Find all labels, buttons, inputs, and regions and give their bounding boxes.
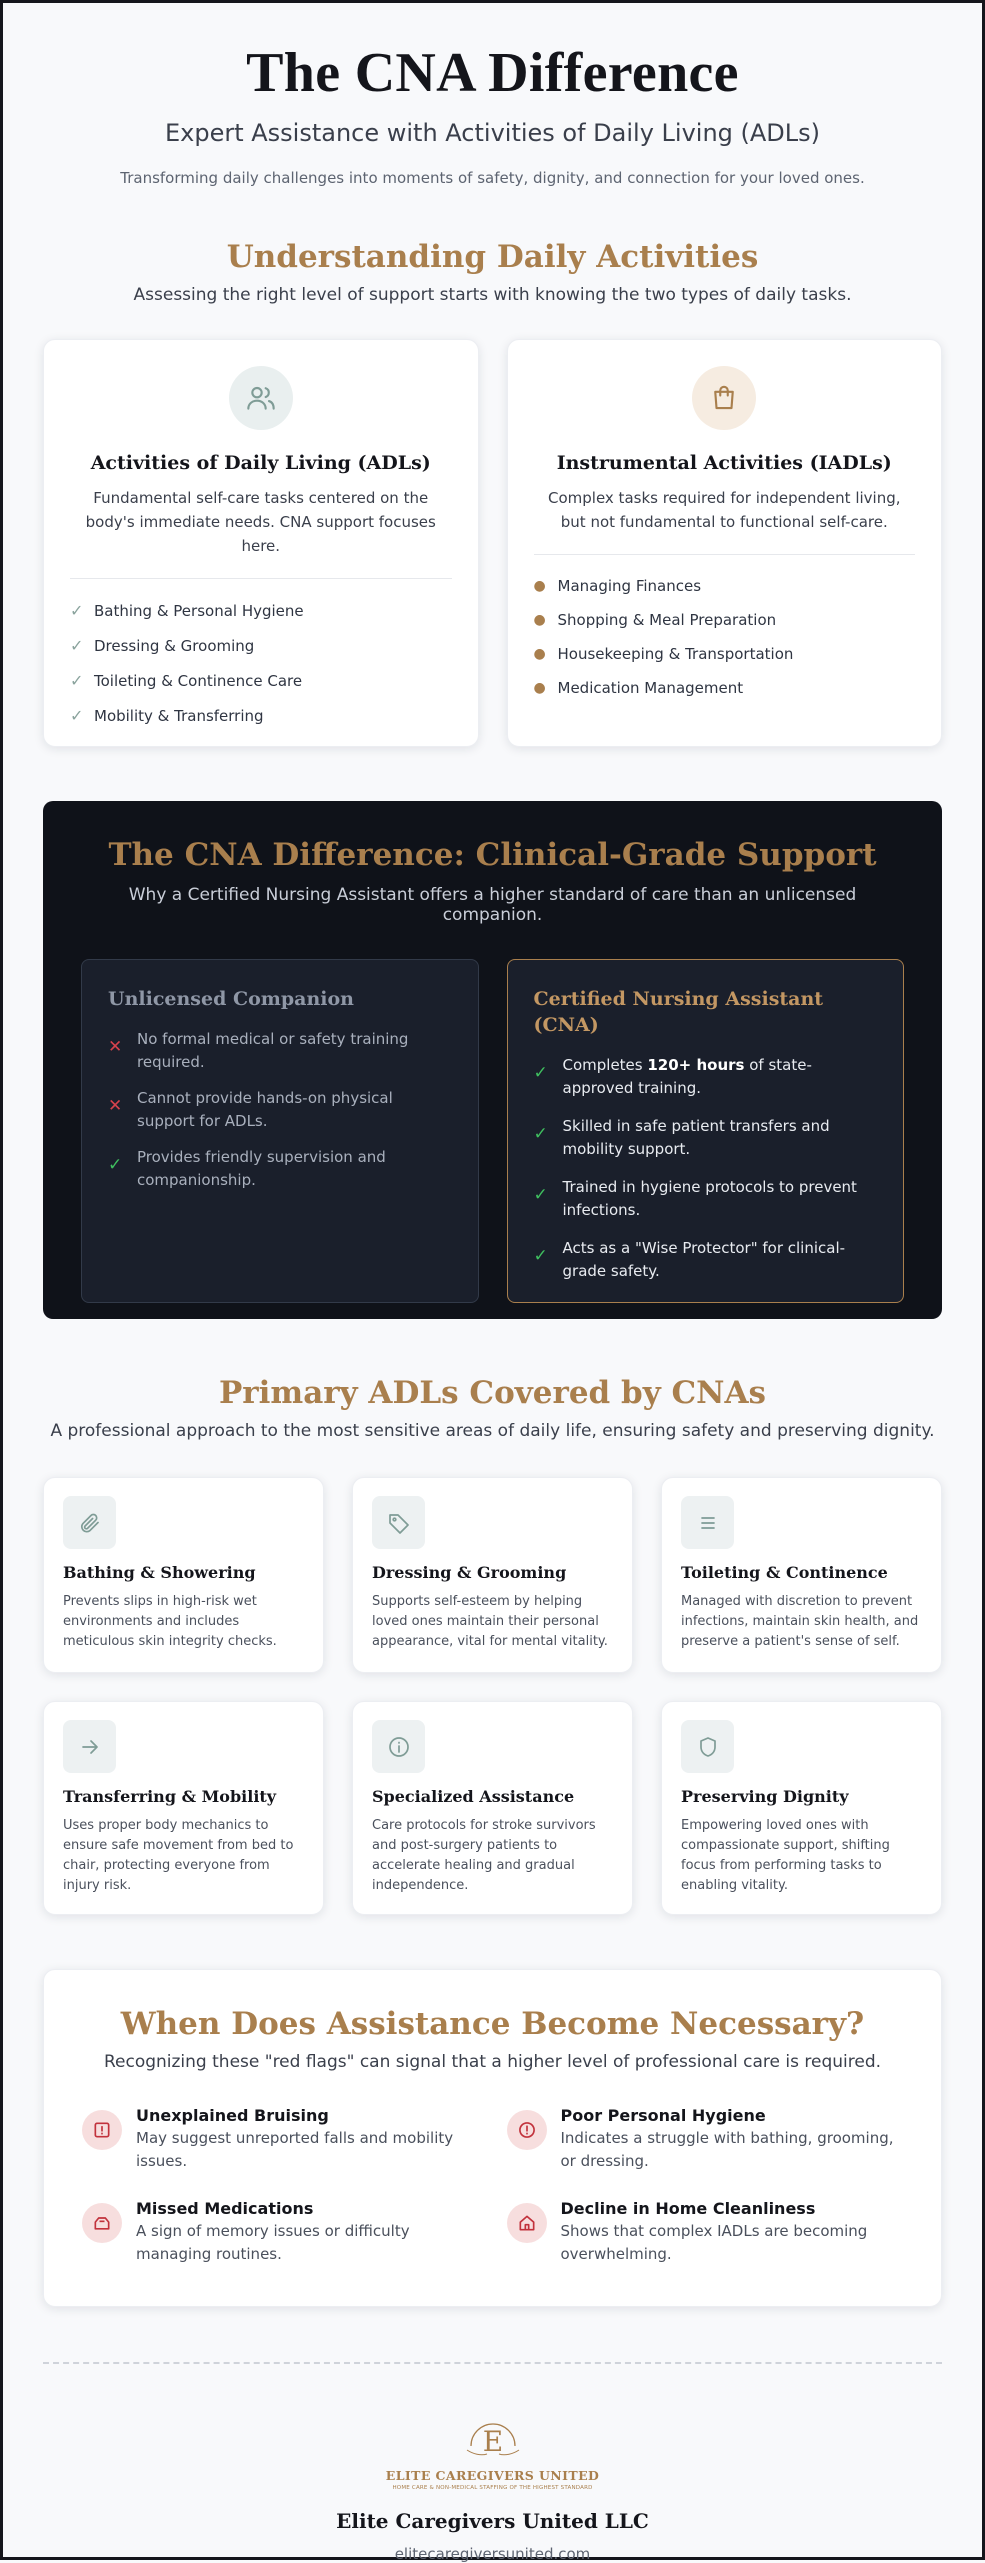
understanding-title: Understanding Daily Activities <box>226 239 759 275</box>
check-icon: ✓ <box>533 1063 548 1083</box>
svg-text:E: E <box>482 2425 503 2458</box>
check-icon: ✓ <box>108 1155 123 1175</box>
feature-card-dressing <box>352 1477 633 1673</box>
menu-lines-icon <box>681 1496 734 1549</box>
arrow-right-icon <box>63 1720 116 1773</box>
list-item: ✓ Completes 120+ hours of state-approved training. <box>534 1054 878 1100</box>
flags-title: When Does Assistance Become Necessary? <box>120 2006 865 2042</box>
primary-title: Primary ADLs Covered by CNAs <box>218 1375 767 1411</box>
difference-subtitle: Why a Certified Nursing Assistant offers a higher standard of care than an unlicensed companion. <box>128 885 857 925</box>
x-icon: ✕ <box>108 1096 123 1116</box>
cna-box <box>507 959 905 1303</box>
iadl-description: Complex tasks required for independent living, but not fundamental to functional self-care. <box>548 489 901 531</box>
companion-title: Unlicensed Companion <box>108 988 354 1010</box>
logo-tagline: HOME CARE & NON-MEDICAL STAFFING OF THE HIGHEST STANDARD <box>392 2485 593 2491</box>
feature-card-specialized <box>352 1701 633 1915</box>
company-logo <box>43 2406 942 2491</box>
cna-title: Certified Nursing Assistant (CNA) <box>533 988 824 1036</box>
feature-text: Managed with discretion to prevent infections, maintain skin health, and preserve a patient's sense of self. <box>681 1594 919 1649</box>
cna-list <box>534 1054 878 1283</box>
understanding-subtitle: Assessing the right level of support starts with knowing the two types of daily tasks. <box>133 285 852 305</box>
feature-card-bathing <box>43 1477 324 1673</box>
list-item: ✓ Provides friendly supervision and companionship. <box>108 1146 452 1192</box>
page-tagline: Transforming daily challenges into moments of safety, dignity, and connection for your loved ones. <box>120 169 865 187</box>
list-item: ✓ Mobility & Transferring <box>70 706 264 725</box>
list-item: ✓ Toileting & Continence Care <box>70 671 303 690</box>
primary-subtitle: A professional approach to the most sensitive areas of daily life, ensuring safety and preserving dignity. <box>50 1421 935 1441</box>
pill-box-icon <box>82 2203 122 2243</box>
list-item: ✓ Trained in hygiene protocols to prevent infections. <box>534 1176 878 1222</box>
alert-circle-icon <box>507 2110 547 2150</box>
iadl-list <box>534 569 916 705</box>
check-icon: ✓ <box>533 1124 548 1144</box>
feature-title: Toileting & Continence <box>681 1563 888 1582</box>
feature-card-toileting <box>661 1477 942 1673</box>
adl-card <box>43 339 479 747</box>
check-icon: ✓ <box>70 706 84 725</box>
iadl-card <box>507 339 943 747</box>
feature-text: Care protocols for stroke survivors and post-surgery patients to accelerate healing and gradual independence. <box>372 1818 596 1893</box>
list-item: ✕ No formal medical or safety training required. <box>108 1028 452 1074</box>
website-link[interactable]: elitecaregiversunited.com <box>394 2545 591 2563</box>
red-flags-section <box>43 1969 942 2307</box>
list-item: ✓ Skilled in safe patient transfers and mobility support. <box>534 1115 878 1161</box>
page-subtitle: Expert Assistance with Activities of Daily Living (ADLs) <box>164 119 821 147</box>
check-icon: ✓ <box>70 636 84 655</box>
company-name: Elite Caregivers United LLC <box>336 2509 649 2533</box>
list-item: ● Housekeeping & Transportation <box>533 645 794 663</box>
footer <box>43 2362 942 2563</box>
list-item: ● Managing Finances <box>533 577 702 595</box>
flag-item: Poor Personal Hygiene Indicates a struggle with bathing, grooming, or dressing. <box>507 2106 904 2173</box>
feature-card-dignity <box>661 1701 942 1915</box>
list-item: ● Shopping & Meal Preparation <box>533 611 777 629</box>
feature-title: Bathing & Showering <box>63 1563 256 1582</box>
bullet-icon: ● <box>533 646 546 662</box>
hero <box>3 3 982 187</box>
users-icon <box>229 366 293 430</box>
paperclip-icon <box>63 1496 116 1549</box>
adl-list <box>70 593 452 733</box>
feature-text: Prevents slips in high-risk wet environments and includes meticulous skin integrity checks. <box>63 1594 277 1649</box>
list-item: ✓ Acts as a "Wise Protector" for clinical-grade safety. <box>534 1237 878 1283</box>
bullet-icon: ● <box>533 612 546 628</box>
companion-list <box>108 1028 452 1192</box>
feature-text: Supports self-esteem by helping loved ones maintain their personal appearance, vital for mental vitality. <box>372 1594 608 1649</box>
iadl-title: Instrumental Activities (IADLs) <box>556 452 892 474</box>
divider <box>534 554 916 555</box>
list-item: ✕ Cannot provide hands-on physical support for ADLs. <box>108 1087 452 1133</box>
feature-card-transferring <box>43 1701 324 1915</box>
check-icon: ✓ <box>533 1185 548 1205</box>
feature-title: Preserving Dignity <box>681 1787 849 1806</box>
flags-subtitle: Recognizing these "red flags" can signal that a higher level of professional care is required. <box>103 2052 882 2072</box>
shield-icon <box>681 1720 734 1773</box>
list-item: ✓ Bathing & Personal Hygiene <box>70 601 304 620</box>
check-icon: ✓ <box>533 1246 548 1266</box>
feature-title: Specialized Assistance <box>372 1787 575 1806</box>
list-item: ✓ Dressing & Grooming <box>70 636 255 655</box>
divider <box>70 578 452 579</box>
flag-item: Unexplained Bruising May suggest unreported falls and mobility issues. <box>82 2106 479 2173</box>
shopping-bag-icon <box>692 366 756 430</box>
info-icon <box>372 1720 425 1773</box>
adl-description: Fundamental self-care tasks centered on the body's immediate needs. CNA support focuses here. <box>85 489 436 555</box>
page-title: The CNA Difference <box>246 42 739 104</box>
alert-square-icon <box>82 2110 122 2150</box>
feature-text: Empowering loved ones with compassionate support, shifting focus from performing tasks to enabling vitality. <box>681 1818 890 1893</box>
feature-text: Uses proper body mechanics to ensure safe movement from bed to chair, protecting everyone from injury risk. <box>63 1818 294 1893</box>
flag-item: Missed Medications A sign of memory issues or difficulty managing routines. <box>82 2199 479 2266</box>
companion-box <box>81 959 479 1303</box>
check-icon: ✓ <box>70 671 84 690</box>
check-icon: ✓ <box>70 601 84 620</box>
feature-title: Dressing & Grooming <box>372 1563 567 1582</box>
understanding-section <box>3 239 982 747</box>
logo-title: ELITE CAREGIVERS UNITED <box>385 2468 600 2483</box>
primary-adls-section <box>3 1375 982 1915</box>
home-icon <box>507 2203 547 2243</box>
difference-title: The CNA Difference: Clinical-Grade Support <box>108 837 877 873</box>
adl-title: Activities of Daily Living (ADLs) <box>90 452 431 474</box>
list-item: ● Medication Management <box>533 679 744 697</box>
x-icon: ✕ <box>108 1037 123 1057</box>
feature-title: Transferring & Mobility <box>63 1787 277 1806</box>
flag-item: Decline in Home Cleanliness Shows that complex IADLs are becoming overwhelming. <box>507 2199 904 2266</box>
cna-difference-section <box>43 801 942 1319</box>
bullet-icon: ● <box>533 680 546 696</box>
tag-icon <box>372 1496 425 1549</box>
bullet-icon: ● <box>533 578 546 594</box>
